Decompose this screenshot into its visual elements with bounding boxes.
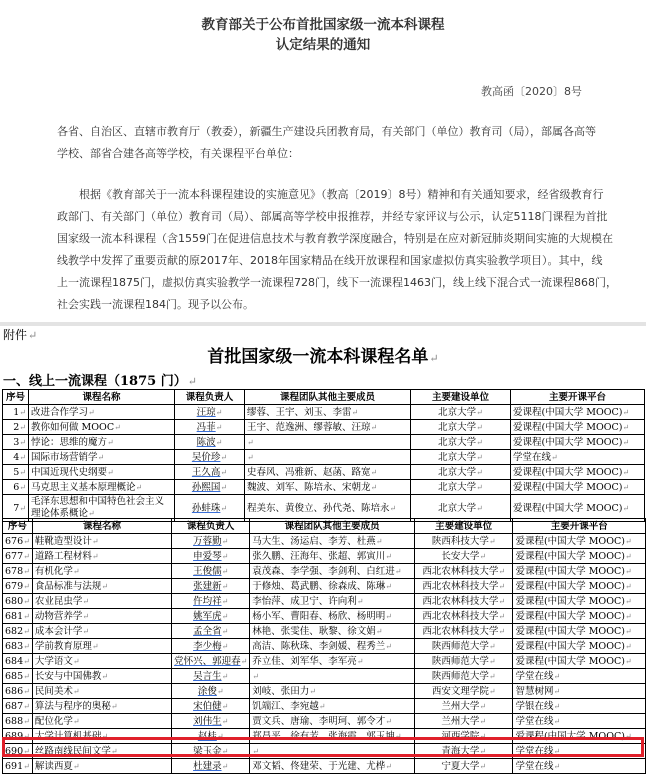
table-row — [3, 534, 646, 549]
institution: 河西学院↵ — [414, 729, 513, 744]
course-leader: 涂俊↵ — [172, 684, 250, 699]
institution: 兰州大学↵ — [414, 714, 513, 729]
team-members: ↵ — [250, 669, 415, 684]
platform: 爱课程(中国大学 MOOC)↵ — [511, 480, 645, 495]
platform: 学堂在线↵ — [513, 669, 646, 684]
course-name: 有机化学↵ — [32, 564, 171, 579]
table-row — [3, 450, 645, 465]
row-index: 687↵ — [3, 699, 33, 714]
team-members: 刘岐、张田力↵ — [250, 684, 415, 699]
row-index: 676↵ — [3, 534, 33, 549]
table-row — [3, 480, 645, 495]
team-members: 袁茂森、李学强、李剑利、白红进↵ — [250, 564, 415, 579]
platform: 爱课程(中国大学 MOOC)↵ — [513, 564, 646, 579]
team-members: 杨小军、曹阳春、杨欣、杨明明↵ — [250, 609, 415, 624]
row-index: 682↵ — [3, 624, 33, 639]
course-leader: 陈波↵ — [175, 435, 245, 450]
course-name: 中国近现代史纲要↵ — [29, 465, 175, 480]
course-leader: 汪琼↵ — [175, 405, 245, 420]
row-index: 685↵ — [3, 669, 33, 684]
table-row — [3, 639, 646, 654]
team-members: 邓文韬、佟建荣、于光建、尤桦↵ — [250, 759, 415, 774]
row-index: 679↵ — [3, 579, 33, 594]
platform: 爱课程(中国大学 MOOC)↵ — [511, 435, 645, 450]
table-row — [3, 420, 645, 435]
course-name: 鞋靴造型设计↵ — [32, 534, 171, 549]
platform: 学银在线↵ — [513, 699, 646, 714]
institution: 北京大学↵ — [411, 480, 511, 495]
course-leader: 万蓉勤↵ — [172, 534, 250, 549]
body-line: 根据《教育部关于一流本科课程建设的实施意见》（教高〔2019〕8号）精神和有关通知要求，经省级教育行 — [79, 188, 604, 201]
institution: 西北农林科技大学↵ — [414, 594, 513, 609]
course-table-top — [2, 389, 645, 522]
course-leader: 孙蚌珠↵ — [175, 495, 245, 522]
course-name: 大学语文↵ — [32, 654, 171, 669]
platform: 智慧树网↵ — [513, 684, 646, 699]
row-index: 686↵ — [3, 684, 33, 699]
course-name: 农业昆虫学↵ — [32, 594, 171, 609]
course-leader: 张建新↵ — [172, 579, 250, 594]
team-members: 魏波、刘军、陈培永、宋朝龙↵ — [245, 480, 411, 495]
table-row — [3, 744, 646, 759]
team-members: 于修烛、葛武鹏、徐森成、陈琳↵ — [250, 579, 415, 594]
header-leader: 课程负责人 — [175, 390, 245, 405]
table-row — [3, 549, 646, 564]
course-name: 算法与程序的奥秘↵ — [32, 699, 171, 714]
team-members: 乔立佳、刘军华、李军亮↵ — [250, 654, 415, 669]
addressee-line: 学校、部省合建各高等学校，有关课程平台单位： — [57, 147, 299, 160]
course-leader: 王久高↵ — [175, 465, 245, 480]
row-index: 690↵ — [3, 744, 33, 759]
platform: 爱课程(中国大学 MOOC)↵ — [513, 654, 646, 669]
platform: 爱课程(中国大学 MOOC)↵ — [513, 579, 646, 594]
table-row — [3, 609, 646, 624]
institution: 兰州大学↵ — [414, 699, 513, 714]
table-row — [3, 624, 646, 639]
course-name: 长安与中国佛教↵ — [32, 669, 171, 684]
platform: 学堂在线↵ — [513, 744, 646, 759]
table-row — [3, 654, 646, 669]
team-members: ↵ — [245, 450, 411, 465]
table-header-row — [3, 519, 646, 534]
team-members: 王宇、范逸洲、缪蓉敏、汪琼↵ — [245, 420, 411, 435]
table-row — [3, 714, 646, 729]
course-leader: 赵桂↵ — [172, 729, 250, 744]
course-leader: 王俊儒↵ — [172, 564, 250, 579]
platform: 学堂在线↵ — [513, 759, 646, 774]
table-row — [3, 699, 646, 714]
row-index: 3↵ — [3, 435, 29, 450]
institution: 西安文理学院↵ — [414, 684, 513, 699]
team-members: 林艳、张雯佳、耿黎、徐文娟↵ — [250, 624, 415, 639]
course-leader: 申爱琴↵ — [172, 549, 250, 564]
institution: 陕西科技大学↵ — [414, 534, 513, 549]
course-name: 毛泽东思想和中国特色社会主义理论体系概论↵ — [29, 495, 175, 522]
table-row — [3, 579, 646, 594]
course-leader: 吴价珍↵ — [175, 450, 245, 465]
addressee-line: 各省、自治区、直辖市教育厅（教委），新疆生产建设兵团教育局，有关部门（单位）教育司（局），部属各高等 — [57, 125, 596, 138]
course-name: 教你如何做 MOOC↵ — [29, 420, 175, 435]
institution: 陕西师范大学↵ — [414, 669, 513, 684]
row-index: 4↵ — [3, 450, 29, 465]
institution: 北京大学↵ — [411, 450, 511, 465]
header-institution: 主要建设单位 — [414, 519, 513, 534]
course-leader: 姚军虎↵ — [172, 609, 250, 624]
institution: 西北农林科技大学↵ — [414, 609, 513, 624]
team-members: 郑昌平、徐有芳、张海霞、郭玉坤↵ — [250, 729, 415, 744]
team-members: ↵ — [245, 435, 411, 450]
header-platform: 主要开课平台 — [511, 390, 645, 405]
team-members: 李怡萍、成卫宁、许向利↵ — [250, 594, 415, 609]
course-name: 解读西夏↵ — [32, 759, 171, 774]
table-row — [3, 435, 645, 450]
course-name: 悖论：思维的魔方↵ — [29, 435, 175, 450]
body-line: 国家级一流本科课程（含1559门在促进信息技术与教育教学深度融合，特别是在应对新冠肺炎期间实施的大规模在 — [57, 232, 613, 245]
platform: 爱课程(中国大学 MOOC)↵ — [511, 405, 645, 420]
course-leader: 孟全省↵ — [172, 624, 250, 639]
course-name: 民间美术↵ — [32, 684, 171, 699]
body-line: 政部门、有关部门（单位）教育司（局）、部属高等学校申报推荐，并经专家评议与公示，认定5118门课程为首批 — [57, 210, 608, 223]
header-course-name: 课程名称 — [29, 390, 175, 405]
institution: 北京大学↵ — [411, 420, 511, 435]
table-row — [3, 405, 645, 420]
course-leader: 梁玉金↵ — [172, 744, 250, 759]
header-platform: 主要开课平台 — [513, 519, 646, 534]
course-name: 道路工程材料↵ — [32, 549, 171, 564]
course-table-bottom — [2, 518, 646, 774]
course-leader: 冯菲↵ — [175, 420, 245, 435]
course-leader: 杜建录↵ — [172, 759, 250, 774]
course-leader: 孙熙国↵ — [175, 480, 245, 495]
course-name: 改进合作学习↵ — [29, 405, 175, 420]
course-name: 大学计算机基础↵ — [32, 729, 171, 744]
institution: 北京大学↵ — [411, 495, 511, 522]
institution: 北京大学↵ — [411, 435, 511, 450]
addressee-paragraph — [57, 121, 596, 165]
row-index: 5↵ — [3, 465, 29, 480]
document-number: 教高函〔2020〕8号 — [481, 85, 582, 98]
course-name: 动物营养学↵ — [32, 609, 171, 624]
table-row — [3, 729, 646, 744]
course-name: 配位化学↵ — [32, 714, 171, 729]
platform: 学堂在线↵ — [511, 450, 645, 465]
platform: 爱课程(中国大学 MOOC)↵ — [511, 465, 645, 480]
body-line: 上一流课程1875门，虚拟仿真实验教学一流课程728门，线下一流课程1463门，线上线下混合式一流课程868门， — [57, 276, 617, 289]
row-index: 6↵ — [3, 480, 29, 495]
team-members: 史春风、冯雅新、赵菡、路宽↵ — [245, 465, 411, 480]
course-name: 食品标准与法规↵ — [32, 579, 171, 594]
platform: 学堂在线↵ — [513, 714, 646, 729]
body-line: 社会实践一流课程184门。现予以公布。 — [57, 298, 254, 311]
row-index: 681↵ — [3, 609, 33, 624]
header-institution: 主要建设单位 — [411, 390, 511, 405]
table-row — [3, 564, 646, 579]
institution: 北京大学↵ — [411, 465, 511, 480]
institution: 西北农林科技大学↵ — [414, 624, 513, 639]
course-name: 丝路南线民间文学↵ — [32, 744, 171, 759]
table-row — [3, 594, 646, 609]
header-leader: 课程负责人 — [172, 519, 250, 534]
institution: 宁夏大学↵ — [414, 759, 513, 774]
team-members: 高洁、陈秋珠、李剑媛、程秀兰↵ — [250, 639, 415, 654]
table-row — [3, 759, 646, 774]
team-members: 马大生、汤运启、李芳、杜燕↵ — [250, 534, 415, 549]
course-name: 学前教育原理↵ — [32, 639, 171, 654]
row-index: 688↵ — [3, 714, 33, 729]
table-row — [3, 465, 645, 480]
row-index: 677↵ — [3, 549, 33, 564]
team-members: 贾文兵、唐瑜、李明珂、郭令才↵ — [250, 714, 415, 729]
list-title: 首批国家级一流本科课程名单↵ — [207, 347, 439, 367]
course-name: 成本会计学↵ — [32, 624, 171, 639]
course-leader: 仵均祥↵ — [172, 594, 250, 609]
notice-page — [0, 0, 646, 322]
platform: 爱课程(中国大学 MOOC)↵ — [513, 729, 646, 744]
row-index: 1↵ — [3, 405, 29, 420]
row-index: 678↵ — [3, 564, 33, 579]
header-course-name: 课程名称 — [32, 519, 171, 534]
institution: 北京大学↵ — [411, 405, 511, 420]
platform: 爱课程(中国大学 MOOC)↵ — [513, 639, 646, 654]
table-header-row — [3, 390, 645, 405]
notice-title-line1: 教育部关于公布首批国家级一流本科课程 — [201, 17, 445, 33]
section-title: 一、线上一流课程（1875 门）↵ — [3, 374, 197, 389]
row-index: 691↵ — [3, 759, 33, 774]
platform: 爱课程(中国大学 MOOC)↵ — [513, 549, 646, 564]
platform: 爱课程(中国大学 MOOC)↵ — [513, 624, 646, 639]
institution: 陕西师范大学↵ — [414, 639, 513, 654]
notice-title-line2: 认定结果的通知 — [275, 37, 371, 53]
table-row — [3, 669, 646, 684]
course-name: 马克思主义基本原理概论↵ — [29, 480, 175, 495]
course-leader: 党怀兴、郭迎春↵ — [172, 654, 250, 669]
institution: 长安大学↵ — [414, 549, 513, 564]
platform: 爱课程(中国大学 MOOC)↵ — [511, 420, 645, 435]
platform: 爱课程(中国大学 MOOC)↵ — [513, 594, 646, 609]
course-leader: 刘伟生↵ — [172, 714, 250, 729]
team-members: 缪蓉、王宇、刘玉、李雷↵ — [245, 405, 411, 420]
team-members: 张久鹏、汪海年、张超、郭寅川↵ — [250, 549, 415, 564]
institution: 青海大学↵ — [414, 744, 513, 759]
header-index: 序号 — [3, 519, 33, 534]
body-paragraph — [57, 184, 617, 316]
course-leader: 李少梅↵ — [172, 639, 250, 654]
platform: 爱课程(中国大学 MOOC)↵ — [513, 609, 646, 624]
institution: 西北农林科技大学↵ — [414, 579, 513, 594]
row-index: 680↵ — [3, 594, 33, 609]
platform: 爱课程(中国大学 MOOC)↵ — [511, 495, 645, 522]
annex-label: 附件↵ — [3, 328, 38, 342]
header-team: 课程团队其他主要成员 — [250, 519, 415, 534]
course-leader: 宋伯健↵ — [172, 699, 250, 714]
team-members: 程美东、黄俊立、孙代尧、陈培永↵ — [245, 495, 411, 522]
body-line: 线教学中发挥了重要贡献的原2017年、2018年国家精品在线开放课程和国家虚拟仿真实验教学项目）。其中，线 — [57, 254, 603, 267]
institution: 西北农林科技大学↵ — [414, 564, 513, 579]
table-row — [3, 684, 646, 699]
row-index: 2↵ — [3, 420, 29, 435]
platform: 爱课程(中国大学 MOOC)↵ — [513, 534, 646, 549]
team-members: ↵ — [250, 744, 415, 759]
row-index: 684↵ — [3, 654, 33, 669]
team-members: 饥端江、李宛越↵ — [250, 699, 415, 714]
header-index: 序号 — [3, 390, 29, 405]
header-team: 课程团队其他主要成员 — [245, 390, 411, 405]
course-name: 国际市场营销学↵ — [29, 450, 175, 465]
row-index: 683↵ — [3, 639, 33, 654]
institution: 陕西师范大学↵ — [414, 654, 513, 669]
row-index: 689↵ — [3, 729, 33, 744]
course-leader: 吴言生↵ — [172, 669, 250, 684]
row-index: 7↵ — [3, 495, 29, 522]
